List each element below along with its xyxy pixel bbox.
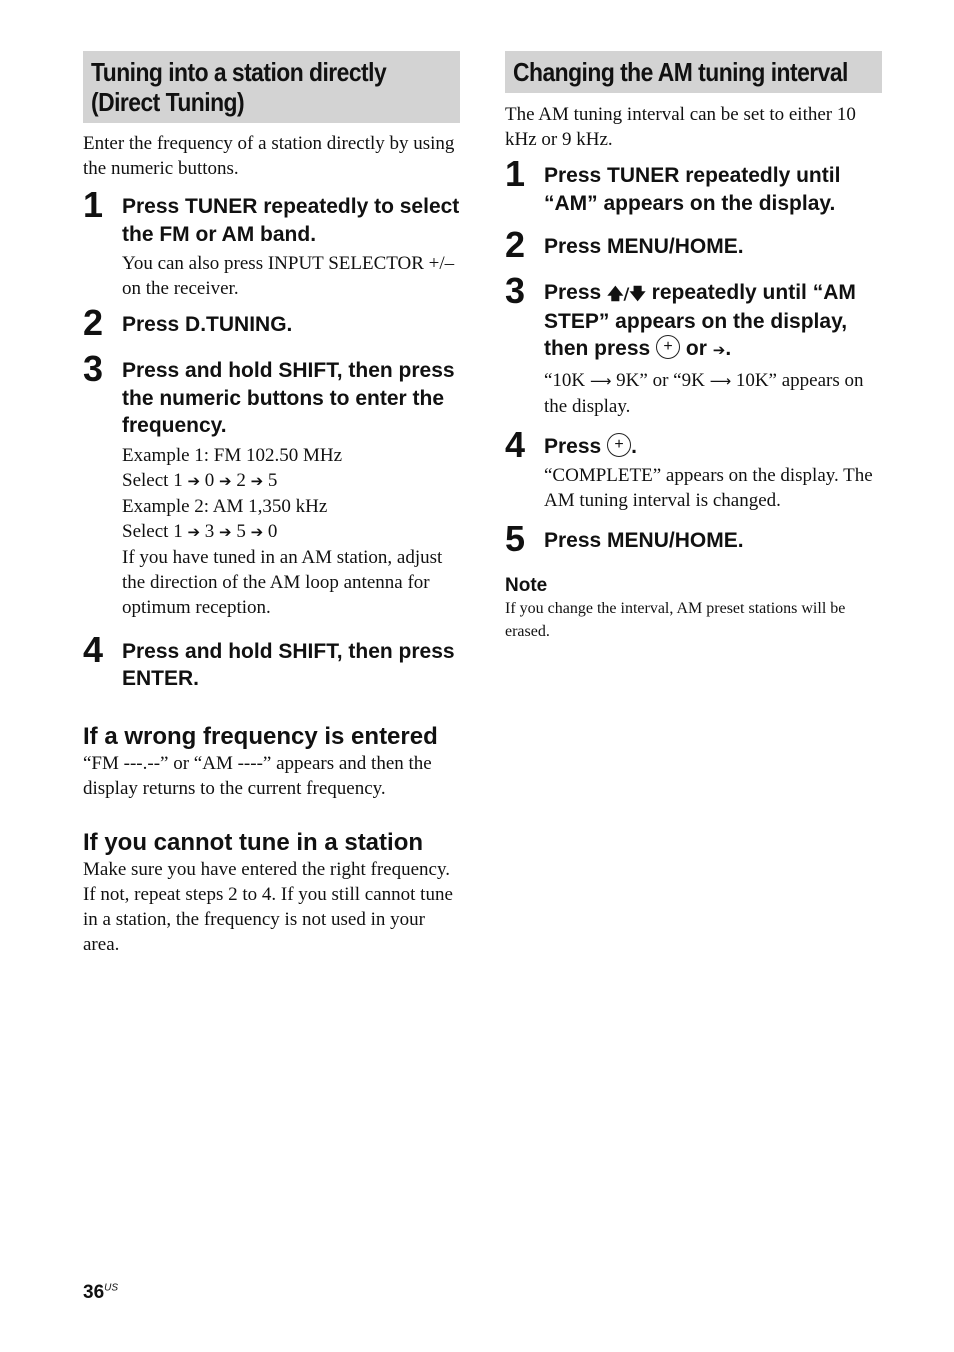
step-number: 1 — [83, 184, 104, 225]
right-arrow-icon: ➔ — [712, 341, 726, 359]
note-heading: Note — [505, 575, 548, 596]
step-number: 2 — [83, 302, 104, 343]
up-down-arrow-icon: 🡅/🡇 — [607, 284, 646, 303]
example-2-label: Example 2: AM 1,350 kHz — [122, 495, 328, 517]
select-word: Select — [122, 469, 169, 491]
step-description — [122, 443, 460, 620]
digit: 1 — [173, 469, 183, 491]
step-title: Press MENU/HOME. — [544, 235, 744, 258]
digit: 3 — [204, 520, 215, 542]
step-number: 4 — [83, 628, 104, 670]
desc-part: 10K” appears on the display. — [544, 369, 864, 417]
page-number-value: 36 — [83, 1282, 105, 1303]
step-title: Press MENU/HOME. — [544, 529, 744, 552]
digit: 0 — [204, 469, 215, 491]
digit: 5 — [236, 520, 246, 542]
step-title: Press TUNER repeatedly to select the FM or AM band. — [122, 195, 460, 246]
example-1-label: Example 1: FM 102.50 MHz — [122, 444, 343, 466]
example-2-sequence — [122, 519, 460, 545]
long-right-arrow-icon: ⟶ — [589, 371, 612, 390]
right-arrow-icon: ➔ — [250, 471, 264, 490]
title-part: or — [685, 337, 707, 360]
step-1 — [505, 153, 882, 217]
title-part: repeatedly until “AM STEP” appears on the display, then press — [544, 281, 856, 360]
wrong-frequency-heading: If a wrong frequency is entered — [83, 722, 438, 750]
step-title: Press and hold SHIFT, then press ENTER. — [122, 639, 455, 690]
section-heading-am-interval — [505, 51, 882, 93]
step-5 — [505, 518, 882, 559]
page-number — [83, 1282, 118, 1304]
desc-part: “10K — [544, 369, 586, 391]
digit: 5 — [267, 469, 278, 491]
step-title: Press 🡅/🡇 repeatedly until “AM STEP” appears on the display, then press + or ➔. — [544, 281, 856, 360]
step-2 — [505, 224, 882, 265]
step-4 — [83, 628, 460, 693]
step-title: Press D.TUNING. — [122, 313, 293, 336]
step-description: You can also press INPUT SELECTOR +/– on the receiver. — [122, 253, 455, 299]
digit: 0 — [267, 520, 278, 542]
intro-text: Enter the frequency of a station directly by using the numeric buttons. — [83, 133, 455, 179]
circle-plus-icon: + — [607, 433, 631, 457]
step-3 — [505, 270, 882, 419]
left-column — [83, 51, 460, 957]
title-part: Press — [544, 434, 602, 458]
circle-plus-icon: + — [656, 335, 680, 359]
example-1-sequence — [122, 468, 460, 494]
right-arrow-icon: ➔ — [250, 522, 264, 541]
desc-part: 9K” or “9K — [616, 369, 705, 391]
right-column — [505, 51, 882, 643]
step-number: 3 — [83, 348, 104, 389]
title-part: Press — [544, 281, 602, 304]
page-region-suffix: US — [104, 1282, 119, 1294]
step-4 — [505, 423, 882, 514]
right-arrow-icon: ➔ — [187, 471, 201, 490]
digit: 2 — [236, 469, 246, 491]
step-number: 5 — [505, 518, 526, 559]
select-word: Select — [122, 520, 169, 542]
cannot-tune-heading: If you cannot tune in a station — [83, 828, 424, 856]
heading-line-1: Tuning into a station directly — [91, 57, 387, 87]
heading-text: Changing the AM tuning interval — [513, 57, 848, 87]
step-description: “COMPLETE” appears on the display. The AM tuning interval is changed. — [544, 465, 873, 511]
step-number: 4 — [505, 423, 526, 465]
step-number: 2 — [505, 224, 526, 265]
right-arrow-icon: ➔ — [219, 522, 232, 541]
right-arrow-icon: ➔ — [187, 522, 201, 541]
step-2 — [83, 302, 460, 343]
section-heading-direct-tuning — [83, 51, 460, 123]
heading-line-2: (Direct Tuning) — [91, 87, 245, 117]
digit: 1 — [173, 520, 183, 542]
intro-text: The AM tuning interval can be set to either 10 kHz or 9 kHz. — [505, 104, 856, 150]
cannot-tune-text: Make sure you have entered the right frequency. If not, repeat steps 2 to 4. If you still cannot tune in a station, the frequency is not used in your area. — [83, 858, 453, 955]
step-number: 3 — [505, 270, 526, 311]
step-number: 1 — [505, 153, 526, 194]
step-title: Press and hold SHIFT, then press the numeric buttons to enter the frequency. — [122, 359, 455, 437]
step-3 — [83, 348, 460, 620]
antenna-tip: If you have tuned in an AM station, adjust the direction of the AM loop antenna for optimum reception. — [122, 546, 443, 618]
step-1 — [83, 184, 460, 301]
right-arrow-icon: ➔ — [219, 471, 232, 490]
step-title: Press + . — [544, 434, 637, 458]
step-title: Press TUNER repeatedly until “AM” appears on the display. — [544, 164, 841, 215]
wrong-frequency-text: “FM ---.--” or “AM ----” appears and then the display returns to the current frequency. — [83, 752, 432, 799]
step-description — [544, 368, 882, 419]
long-right-arrow-icon: ⟶ — [709, 371, 732, 390]
note-text: If you change the interval, AM preset stations will be erased. — [505, 600, 846, 640]
